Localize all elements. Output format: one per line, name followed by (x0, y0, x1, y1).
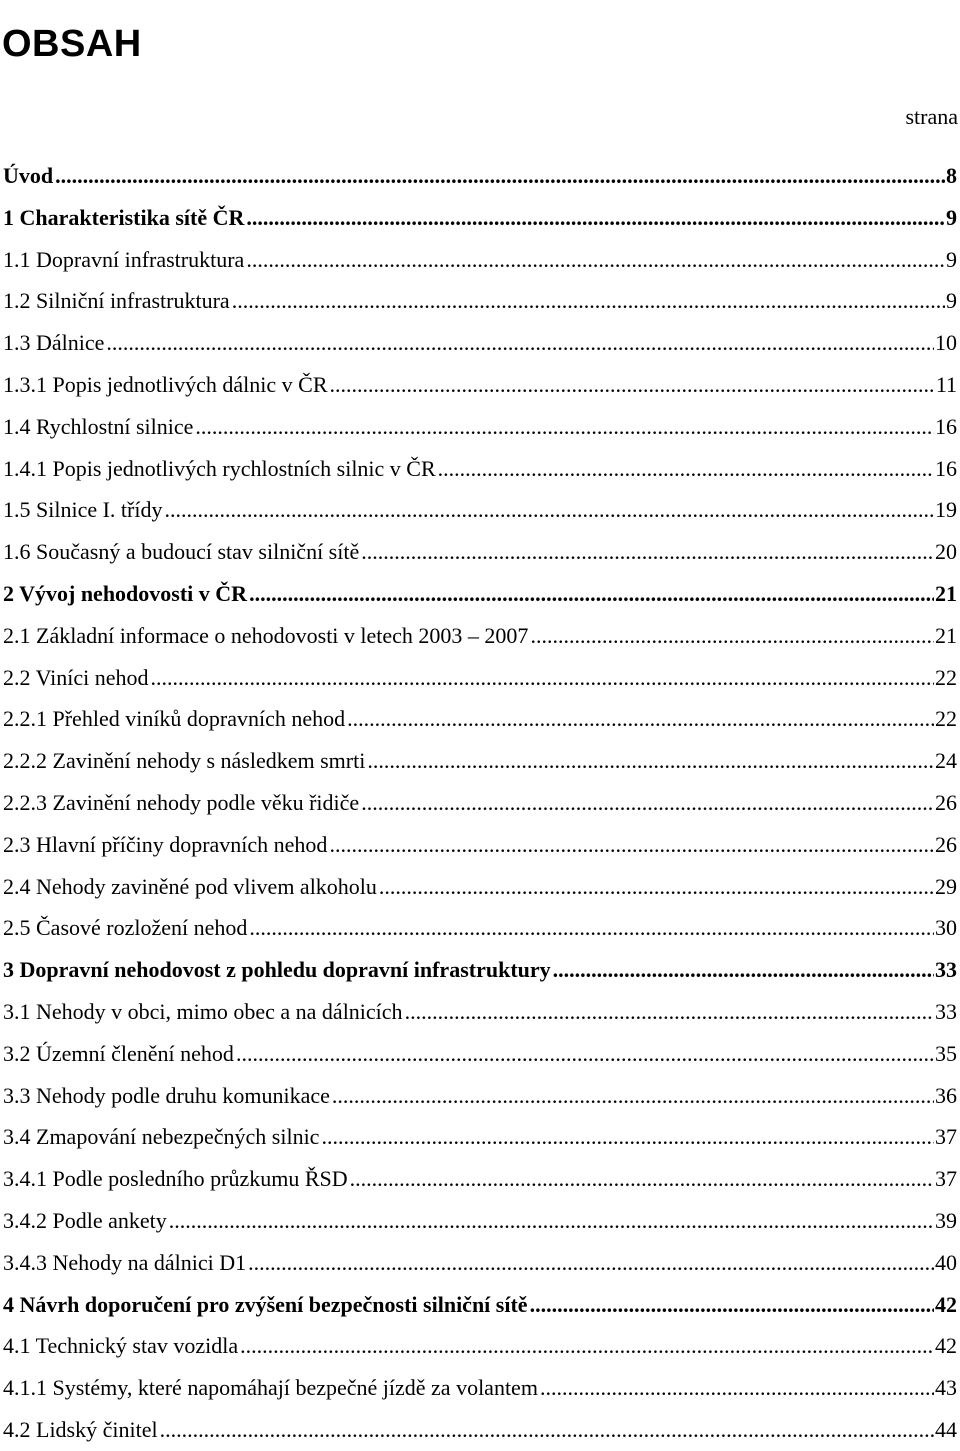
toc-entry-title: 1.4 Rychlostní silnice (3, 413, 194, 439)
toc-entry-title: 3 Dopravní nehodovost z pohledu dopravní infrastruktury (3, 957, 551, 983)
toc-entry[interactable] (3, 1325, 957, 1367)
toc-entry-title: 3.3 Nehody podle druhu komunikace (3, 1082, 330, 1108)
toc-entry-title: 1.3 Dálnice (3, 330, 105, 356)
toc-dot-leader (530, 615, 934, 657)
toc-dot-leader (438, 448, 934, 490)
toc-entry[interactable] (3, 364, 957, 406)
toc-entry-title: 2.4 Nehody zaviněné pod vlivem alkoholu (3, 873, 377, 899)
toc-dot-leader (405, 991, 934, 1033)
toc-dot-leader (169, 1200, 934, 1242)
toc-dot-leader (553, 949, 934, 991)
toc-entry[interactable] (3, 949, 957, 991)
toc-entry-page-number: 19 (935, 497, 957, 523)
toc-entry-title: 2.2.2 Zavinění nehody s následkem smrti (3, 748, 366, 774)
toc-entry[interactable] (3, 782, 957, 824)
toc-dot-leader (379, 866, 934, 908)
toc-entry-page-number: 16 (935, 413, 957, 439)
toc-entry-page-number: 16 (935, 455, 957, 481)
page-column-label: strana (905, 104, 958, 129)
toc-entry-title: 2.2 Viníci nehod (3, 664, 149, 690)
toc-dot-leader (329, 824, 934, 866)
toc-dot-leader (236, 1033, 934, 1075)
toc-entry[interactable] (3, 1158, 957, 1200)
toc-entry[interactable] (3, 1367, 957, 1409)
toc-entry-page-number: 42 (935, 1291, 957, 1317)
toc-entry[interactable] (3, 155, 957, 197)
toc-entry-page-number: 43 (935, 1375, 957, 1401)
toc-entry-page-number: 29 (935, 873, 957, 899)
toc-dot-leader (232, 280, 945, 322)
toc-entry[interactable] (3, 239, 957, 281)
toc-entry-title: 3.4.2 Podle ankety (3, 1207, 167, 1233)
toc-entry[interactable] (3, 1200, 957, 1242)
toc-dot-leader (246, 239, 945, 281)
toc-entry-title: Úvod (3, 163, 54, 188)
toc-entry-page-number: 9 (946, 246, 957, 272)
toc-entry-title: 2 Vývoj nehodovosti v ČR (3, 580, 248, 606)
toc-entry-title: 2.2.3 Zavinění nehody podle věku řidiče (3, 789, 360, 815)
toc-entry[interactable] (3, 824, 957, 866)
toc-entry-title: 3.1 Nehody v obci, mimo obec a na dálnicích (3, 998, 403, 1024)
toc-entry-page-number: 39 (935, 1207, 957, 1233)
toc-entry-page-number: 22 (935, 706, 957, 732)
toc-entry[interactable] (3, 698, 957, 740)
toc-entry[interactable] (3, 907, 957, 949)
toc-entry-title: 2.2.1 Přehled viníků dopravních nehod (3, 706, 346, 732)
toc-entry-page-number: 11 (935, 371, 957, 397)
toc-entry[interactable] (3, 1033, 957, 1075)
toc-dot-leader (195, 406, 934, 448)
toc-entry-page-number: 8 (946, 163, 957, 188)
toc-entry-title: 1.3.1 Popis jednotlivých dálnic v ČR (3, 371, 328, 397)
toc-dot-leader (106, 322, 934, 364)
toc-entry-title: 1.1 Dopravní infrastruktura (3, 246, 245, 272)
toc-dot-leader (249, 907, 934, 949)
toc-entry-page-number: 26 (935, 789, 957, 815)
toc-entry-title: 1.5 Silnice I. třídy (3, 497, 163, 523)
toc-entry[interactable] (3, 657, 957, 699)
toc-dot-leader (530, 1284, 934, 1326)
toc-entry[interactable] (3, 573, 957, 615)
toc-dot-leader (55, 155, 945, 197)
toc-entry-page-number: 33 (935, 998, 957, 1024)
toc-entry-page-number: 37 (935, 1124, 957, 1150)
toc-entry-page-number: 9 (946, 204, 957, 230)
toc-entry[interactable] (3, 1284, 957, 1326)
page-title: OBSAH (2, 23, 142, 66)
toc-entry-title: 1.6 Současný a budoucí stav silniční sítě (3, 539, 360, 565)
toc-entry[interactable] (3, 406, 957, 448)
toc-entry[interactable] (3, 280, 957, 322)
toc-entry-title: 1.2 Silniční infrastruktura (3, 288, 230, 314)
toc-entry[interactable] (3, 489, 957, 531)
toc-entry-page-number: 9 (946, 288, 957, 314)
toc-entry-page-number: 36 (935, 1082, 957, 1108)
toc-dot-leader (330, 364, 935, 406)
table-of-contents (3, 155, 957, 1451)
toc-dot-leader (332, 1075, 934, 1117)
toc-dot-leader (249, 573, 934, 615)
toc-entry[interactable] (3, 322, 957, 364)
toc-entry[interactable] (3, 1116, 957, 1158)
toc-entry-page-number: 35 (935, 1040, 957, 1066)
toc-entry[interactable] (3, 197, 957, 239)
toc-dot-leader (248, 1242, 934, 1284)
toc-entry[interactable] (3, 1242, 957, 1284)
toc-entry-page-number: 21 (935, 580, 957, 606)
toc-dot-leader (164, 489, 934, 531)
toc-dot-leader (347, 698, 934, 740)
toc-dot-leader (350, 1158, 934, 1200)
toc-entry[interactable] (3, 866, 957, 908)
toc-entry-page-number: 21 (935, 622, 957, 648)
toc-entry-title: 1 Charakteristika sítě ČR (3, 204, 245, 230)
toc-entry-title: 2.1 Základní informace o nehodovosti v letech 2003 – 2007 (3, 622, 529, 648)
toc-entry-title: 4.2 Lidský činitel (3, 1416, 158, 1442)
toc-dot-leader (321, 1116, 934, 1158)
toc-dot-leader (361, 782, 934, 824)
toc-entry-title: 1.4.1 Popis jednotlivých rychlostních silnic v ČR (3, 455, 436, 481)
toc-entry-page-number: 30 (935, 915, 957, 941)
toc-dot-leader (367, 740, 934, 782)
toc-entry-page-number: 10 (935, 330, 957, 356)
toc-entry-page-number: 20 (935, 539, 957, 565)
toc-entry-page-number: 37 (935, 1166, 957, 1192)
toc-entry-title: 4.1 Technický stav vozidla (3, 1333, 239, 1359)
toc-entry-page-number: 26 (935, 831, 957, 857)
toc-entry-title: 3.4.1 Podle posledního průzkumu ŘSD (3, 1166, 348, 1192)
toc-entry-page-number: 24 (935, 748, 957, 774)
toc-entry-title: 2.3 Hlavní příčiny dopravních nehod (3, 831, 328, 857)
toc-dot-leader (361, 531, 934, 573)
toc-dot-leader (540, 1367, 934, 1409)
toc-entry-title: 3.4 Zmapování nebezpečných silnic (3, 1124, 320, 1150)
toc-entry[interactable] (3, 615, 957, 657)
toc-entry-title: 4 Návrh doporučení pro zvýšení bezpečnosti silniční sítě (3, 1291, 528, 1317)
toc-entry-page-number: 42 (935, 1333, 957, 1359)
toc-entry[interactable] (3, 448, 957, 490)
toc-entry-title: 3.2 Územní členění nehod (3, 1040, 234, 1066)
toc-entry-title: 4.1.1 Systémy, které napomáhají bezpečné jízdě za volantem (3, 1375, 538, 1401)
toc-dot-leader (160, 1409, 934, 1451)
toc-entry[interactable] (3, 1075, 957, 1117)
toc-entry-title: 3.4.3 Nehody na dálnici D1 (3, 1249, 247, 1275)
toc-entry[interactable] (3, 991, 957, 1033)
toc-entry-page-number: 33 (935, 957, 957, 983)
toc-entry[interactable] (3, 531, 957, 573)
toc-dot-leader (246, 197, 945, 239)
toc-entry-page-number: 44 (935, 1416, 957, 1442)
toc-dot-leader (151, 657, 934, 699)
toc-entry[interactable] (3, 740, 957, 782)
toc-entry-page-number: 22 (935, 664, 957, 690)
toc-entry-page-number: 40 (935, 1249, 957, 1275)
toc-entry-title: 2.5 Časové rozložení nehod (3, 915, 248, 941)
toc-dot-leader (240, 1325, 934, 1367)
toc-entry[interactable] (3, 1409, 957, 1451)
